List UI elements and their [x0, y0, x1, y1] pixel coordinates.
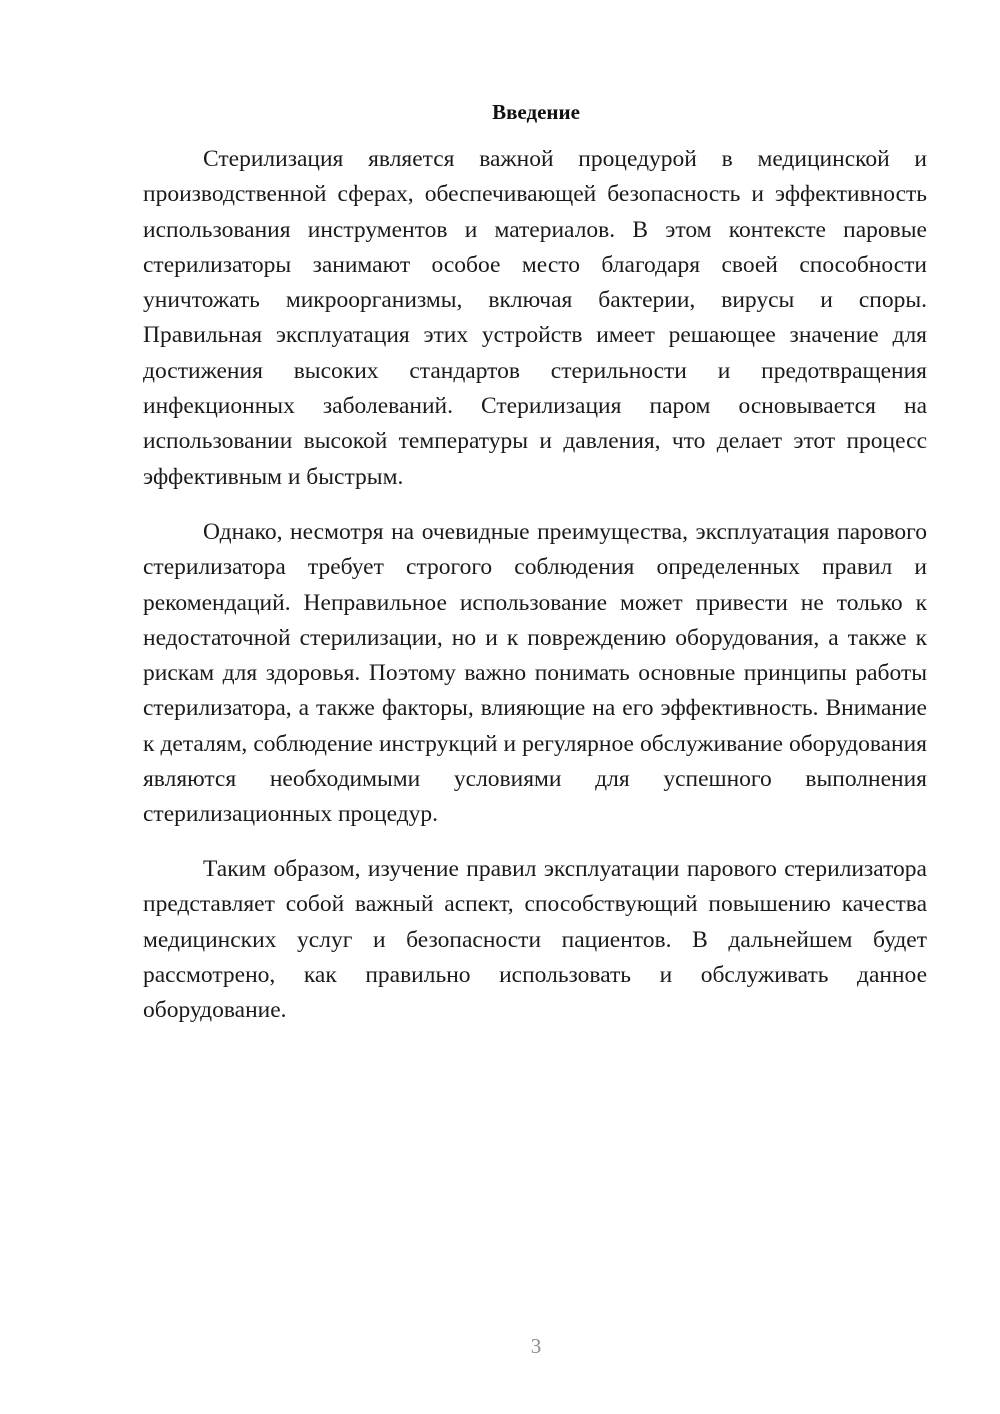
- section-heading: Введение: [492, 100, 580, 124]
- page-number: 3: [530, 1334, 542, 1358]
- paragraph-1: Стерилизация является важной процедурой в медицинской и производственной сферах, обеспечивающей безопасность и эффективность использования инструментов и материалов. В этом контексте паровые стерилизаторы занимают особое место благодаря своей способности уничтожать микроорганизмы, включая бактерии, вирусы и споры. Правильная эксплуатация этих устройств имеет решающее значение для достижения высоких стандартов стерильности и предотвращения инфекционных заболеваний. Стерилизация паром основывается на использовании высокой температуры и давления, что делает этот процесс эффективным и быстрым.: [143, 146, 927, 490]
- paragraph-3: Таким образом, изучение правил эксплуатации парового стерилизатора представляет собой важный аспект, способствующий повышению качества медицинских услуг и безопасности пациентов. В дальнейшем будет рассмотрено, как правильно использовать и обслуживать данное оборудование.: [143, 856, 927, 1024]
- paragraph-2: Однако, несмотря на очевидные преимущества, эксплуатация парового стерилизатора требует строгого соблюдения определенных правил и рекомендаций. Неправильное использование может привести не только к недостаточной стерилизации, но и к повреждению оборудования, а также к рискам для здоровья. Поэтому важно понимать основные принципы работы стерилизатора, а также факторы, влияющие на его эффективность. Внимание к деталям, соблюдение инструкций и регулярное обслуживание оборудования являются необходимыми условиями для успешного выполнения стерилизационных процедур.: [143, 519, 927, 828]
